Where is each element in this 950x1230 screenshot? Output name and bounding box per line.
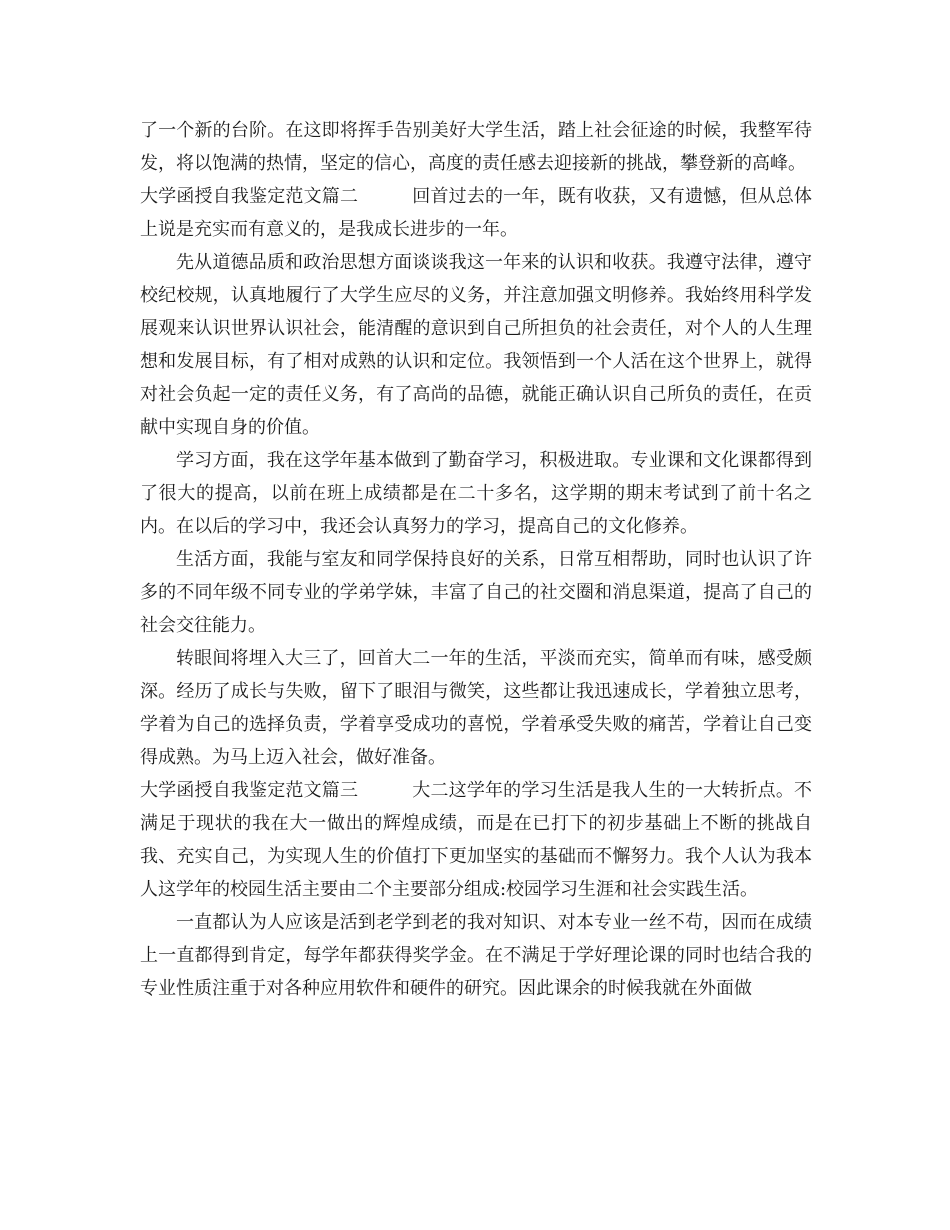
body-paragraph: 先从道德品质和政治思想方面谈谈我这一年来的认识和收获。我遵守法律，遵守校纪校规，认真地履行了大学生应尽的义务，并注意加强文明修养。我始终用科学发展观来认识世界认识社会，能清醒的意识到自己所担负的社会责任，对个人的人生理想和发展目标，有了相对成熟的认识和定位。我领悟到一个人活在这个世界上，就得对社会负起一定的责任义务，有了高尚的品德，就能正确认识自己所负的责任，在贡献中实现自身的价值。: [140, 252, 812, 438]
body-paragraph: 学习方面，我在这学年基本做到了勤奋学习，积极进取。专业课和文化课都得到了很大的提高，以前在班上成绩都是在二十多名，这学期的期末考试到了前十名之内。在以后的学习中，我还会认真努力的学习，提高自己的文化修养。: [140, 450, 812, 537]
body-paragraph: 生活方面，我能与室友和同学保持良好的关系，日常互相帮助，同时也认识了许多的不同年级不同专业的学弟学妹，丰富了自己的社交圈和消息渠道，提高了自己的社会交往能力。: [140, 549, 812, 636]
section-title: 大学函授自我鉴定范文篇三: [140, 780, 359, 801]
section-heading-paragraph: [140, 774, 812, 906]
document-body: [140, 114, 812, 1005]
section-intro-text: 回首过去的一年，既有收获，又有遗憾，但从总体上说是充实而有意义的，是我成长进步的一年。: [140, 186, 813, 240]
section-heading-paragraph: [140, 180, 812, 246]
section-intro-text: 大二这学年的学习生活是我人生的一大转折点。不满足于现状的我在大一做出的辉煌成绩，而是在已打下的初步基础上不断的挑战自我、充实自己，为实现人生的价值打下更加坚实的基础而不懈努力。我个人认为我本人这学年的校园生活主要由二个主要部分组成:校园学习生涯和社会实践生活。: [140, 780, 813, 900]
body-paragraph: 一直都认为人应该是活到老学到老的我对知识、对本专业一丝不苟，因而在成绩上一直都得到肯定，每学年都获得奖学金。在不满足于学好理论课的同时也结合我的专业性质注重于对各种应用软件和硬件的研究。因此课余的时候我就在外面做: [140, 912, 812, 999]
paragraph-continuation: 了一个新的台阶。在这即将挥手告别美好大学生活，踏上社会征途的时候，我整军待发，将以饱满的热情，坚定的信心，高度的责任感去迎接新的挑战，攀登新的高峰。: [140, 120, 812, 174]
body-paragraph: 转眼间将埋入大三了，回首大二一年的生活，平淡而充实，简单而有味，感受颇深。经历了成长与失败，留下了眼泪与微笑，这些都让我迅速成长，学着独立思考，学着为自己的选择负责，学着享受成功的喜悦，学着承受失败的痛苦，学着让自己变得成熟。为马上迈入社会，做好准备。: [140, 648, 812, 768]
section-title: 大学函授自我鉴定范文篇二: [140, 186, 359, 207]
